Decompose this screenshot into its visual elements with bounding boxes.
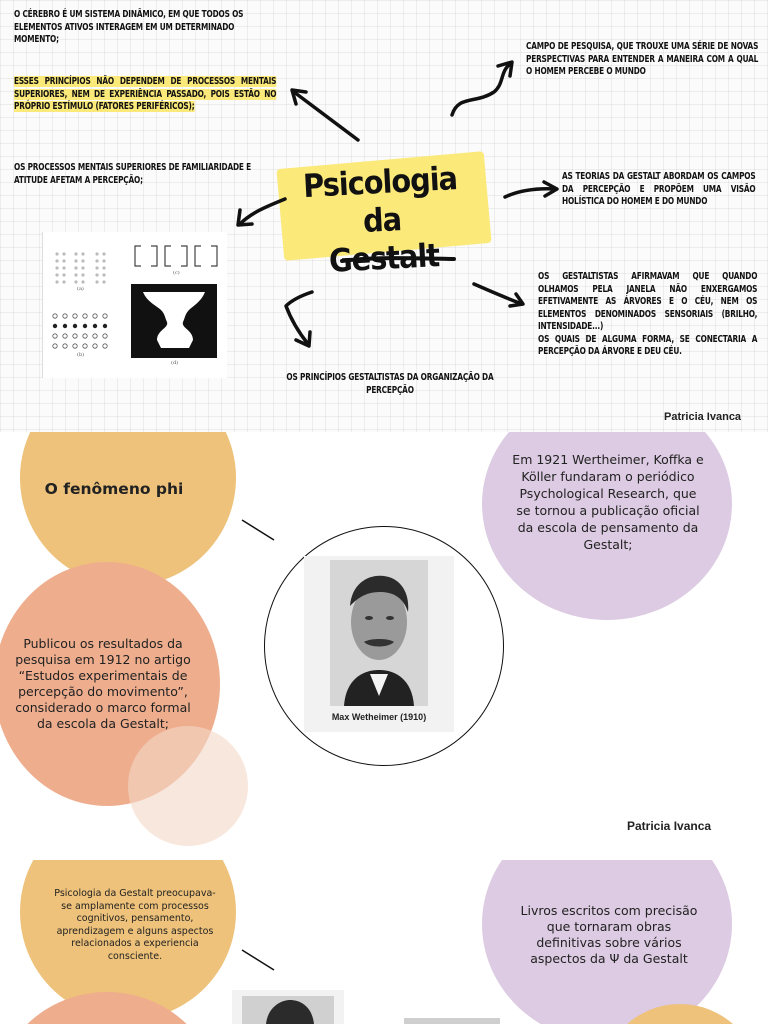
arrow-to-mid-left xyxy=(292,90,358,140)
brackets-c xyxy=(135,246,217,266)
signature-panel2: Patricia Ivanca xyxy=(627,819,712,833)
text-mid-right: AS TEORIAS DA GESTALT ABORDAM OS CAMPOS DA PERCEPÇÃO E PROPÕEM UMA VISÃO HOLÍSTICA DO HOMEM E DO MUNDO xyxy=(562,171,756,207)
page-title: Psicologia da Gestalt xyxy=(302,159,458,280)
portrait-photo-3 xyxy=(404,1018,500,1024)
arrow-to-low-right xyxy=(474,284,523,306)
portrait-image xyxy=(304,556,454,712)
dots-rows-b xyxy=(53,314,107,348)
figure-label-b: (b) xyxy=(77,352,85,358)
arrow-to-lower-left xyxy=(238,199,285,225)
journal-text: Em 1921 Wertheimer, Koffka e Köller fundaram o periódico Psychological Research, que se tornou a publicação oficial da escola de pensamento da Gestalt; xyxy=(512,452,704,552)
figure-label-d: (d) xyxy=(171,360,179,366)
text-low-right: OS GESTALTISTAS AFIRMAVAM QUE QUANDO OLHAMOS PELA JANELA NÃO ENXERGAMOS EFETIVAMENTE AS ÁRVORES E O CÉU, NEM OS ELEMENTOS DENOMINADOS SENSORIAIS (BRILHO, INTENSIDADE...) OS QUAIS DE ALGUMA FORMA, SE CONECTARIA A PERCEPÇÃO DA ÁRVORE E DEU CÉU. xyxy=(538,271,758,357)
gestalt-figure xyxy=(42,232,227,378)
books-panel xyxy=(0,860,768,1024)
portrait-photo xyxy=(304,556,454,732)
connector-line-2 xyxy=(240,948,280,974)
arrow-to-bottom-center xyxy=(286,292,312,346)
figure-label-a: (a) xyxy=(77,286,84,292)
text-top-left: O CÉREBRO É UM SISTEMA DINÂMICO, EM QUE TODOS OS ELEMENTOS ATIVOS INTERAGEM EM UM DETERMINADO MOMENTO; xyxy=(14,9,244,45)
publication-circle-accent xyxy=(128,726,248,846)
portrait-image-2 xyxy=(232,990,344,1024)
books-text: Livros escritos com precisão que tornaram obras definitivas sobre vários aspectos da Ψ da Gestalt xyxy=(520,903,698,966)
phi-circle xyxy=(20,432,236,586)
publication-text: Publicou os resultados da pesquisa em 1912 no artigo “Estudos experimentais de percepção do movimento”, considerado o marco formal da escola da Gestalt; xyxy=(15,636,191,731)
text-top-right: CAMPO DE PESQUISA, QUE TROUXE UMA SÉRIE DE NOVAS PERSPECTIVAS PARA ENTENDER A MANEIRA COM A QUAL O HOMEM PERCEBE O MUNDO xyxy=(526,41,759,77)
timeline-panel xyxy=(0,432,768,848)
gestalt-illustrations xyxy=(43,232,227,378)
signature: Patricia Ivanca xyxy=(664,411,742,423)
connector-line xyxy=(240,518,280,544)
cognition-text: Psicologia da Gestalt preocupava-se amplamente com processos cognitivos, pensamento, aprendizagem e alguns aspectos relacionados a experiencia consciente. xyxy=(54,888,216,962)
mindmap-panel xyxy=(0,0,768,432)
rubin-vase-d xyxy=(131,284,217,358)
text-lower-left: OS PROCESSOS MENTAIS SUPERIORES DE FAMILIARIDADE E ATITUDE AFETAM A PERCEPÇÃO; xyxy=(14,162,252,186)
arrow-to-mid-right xyxy=(505,182,557,197)
portrait-photo-2 xyxy=(232,990,344,1024)
text-mid-left: ESSES PRINCÍPIOS NÃO DEPENDEM DE PROCESSOS MENTAIS SUPERIORES, NEM DE EXPERIÊNCIA PASSADO, POIS ESTÃO NO PRÓPRIO ESTÍMULO (FATORES PERIFÉRICOS); xyxy=(14,76,277,112)
phi-title: O fenômeno phi xyxy=(44,480,184,498)
figure-label-c: (c) xyxy=(173,270,180,276)
arrow-to-top-right xyxy=(452,62,512,115)
portrait-caption: Max Wetheimer (1910) xyxy=(331,712,427,722)
text-bottom-center: OS PRINCÍPIOS GESTALTISTAS DA ORGANIZAÇÃO DA PERCEPÇÃO xyxy=(286,372,494,396)
dots-grid-a xyxy=(55,252,105,283)
